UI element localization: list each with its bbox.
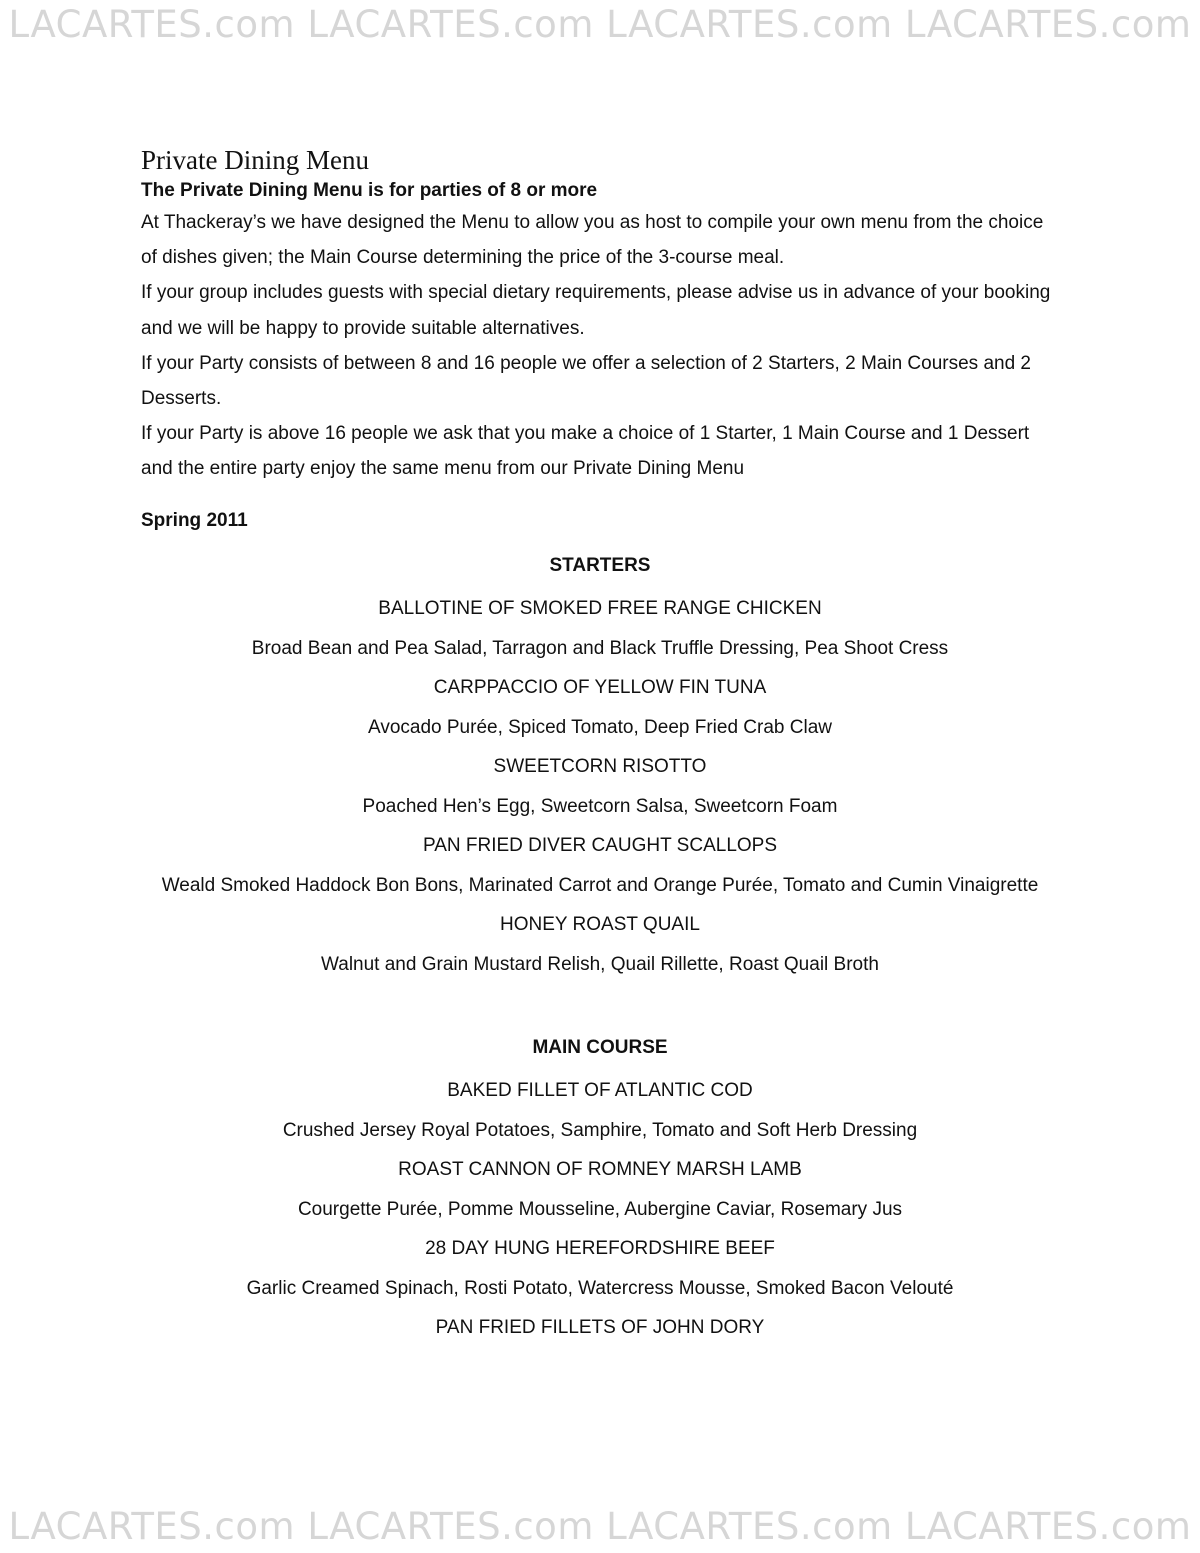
menu-document [141, 143, 1059, 1350]
starter-dish [141, 753, 1059, 824]
starter-dish [141, 674, 1059, 745]
dish-name: ROAST CANNON OF ROMNEY MARSH LAMB [398, 1158, 802, 1180]
dish-name: 28 DAY HUNG HEREFORDSHIRE BEEF [425, 1237, 775, 1259]
dish-name: HONEY ROAST QUAIL [500, 913, 700, 935]
intro-text [141, 205, 1059, 487]
main-course-dish [141, 1077, 1059, 1148]
dish-description: Garlic Creamed Spinach, Rosti Potato, Watercress Mousse, Smoked Bacon Velouté [246, 1277, 954, 1299]
main-course-heading: MAIN COURSE [532, 1036, 668, 1058]
dish-name: PAN FRIED DIVER CAUGHT SCALLOPS [422, 834, 778, 856]
main-course-dish [141, 1156, 1059, 1227]
dish-description: Weald Smoked Haddock Bon Bons, Marinated Carrot and Orange Purée, Tomato and Cumin Vinaigrette [161, 874, 1039, 896]
main-course-section [141, 1034, 1059, 1342]
dish-name: SWEETCORN RISOTTO [493, 755, 707, 777]
dish-name: BALLOTINE OF SMOKED FREE RANGE CHICKEN [378, 597, 822, 619]
dish-description: Courgette Purée, Pomme Mousseline, Aubergine Caviar, Rosemary Jus [297, 1198, 903, 1220]
page-subtitle: The Private Dining Menu is for parties of 8 or more [141, 180, 598, 201]
watermark-top: LACARTES.com LACARTES.com LACARTES.com LACARTES.com [8, 3, 1192, 46]
dish-description: Crushed Jersey Royal Potatoes, Samphire, Tomato and Soft Herb Dressing [282, 1119, 918, 1141]
intro-paragraph: At Thackeray’s we have designed the Menu to allow you as host to compile your own menu from the choice of dishes given; the Main Course determining the price of the 3-course meal. [141, 212, 1044, 269]
dish-description: Walnut and Grain Mustard Relish, Quail Rillette, Roast Quail Broth [321, 953, 879, 975]
intro-paragraph: If your Party is above 16 people we ask that you make a choice of 1 Starter, 1 Main Course and 1 Dessert and the entire party enjoy the same menu from our Private Dining Menu [141, 423, 1030, 480]
starters-heading: STARTERS [549, 554, 651, 576]
main-course-dish [141, 1235, 1059, 1306]
dish-description: Poached Hen’s Egg, Sweetcorn Salsa, Sweetcorn Foam [362, 795, 838, 817]
starter-dish [141, 595, 1059, 666]
dish-name: BAKED FILLET OF ATLANTIC COD [447, 1079, 753, 1101]
watermark-bottom: LACARTES.com LACARTES.com LACARTES.com LACARTES.com [8, 1505, 1192, 1548]
starter-dish [141, 832, 1059, 903]
page-title: Private Dining Menu [141, 145, 369, 175]
dish-name: CARPPACCIO OF YELLOW FIN TUNA [433, 676, 767, 698]
dish-description: Avocado Purée, Spiced Tomato, Deep Fried Crab Claw [368, 716, 832, 738]
intro-paragraph: If your group includes guests with special dietary requirements, please advise us in advance of your booking and we will be happy to provide suitable alternatives. [141, 282, 1051, 339]
starter-dish [141, 911, 1059, 982]
intro-paragraph: If your Party consists of between 8 and 16 people we offer a selection of 2 Starters, 2 Main Courses and 2 Desserts. [141, 352, 1031, 410]
dish-description: Broad Bean and Pea Salad, Tarragon and Black Truffle Dressing, Pea Shoot Cress [251, 637, 949, 659]
dish-name: PAN FRIED FILLETS OF JOHN DORY [435, 1316, 765, 1338]
season-label: Spring 2011 [141, 509, 248, 531]
main-course-dish [141, 1314, 1059, 1342]
starters-section [141, 552, 1059, 982]
